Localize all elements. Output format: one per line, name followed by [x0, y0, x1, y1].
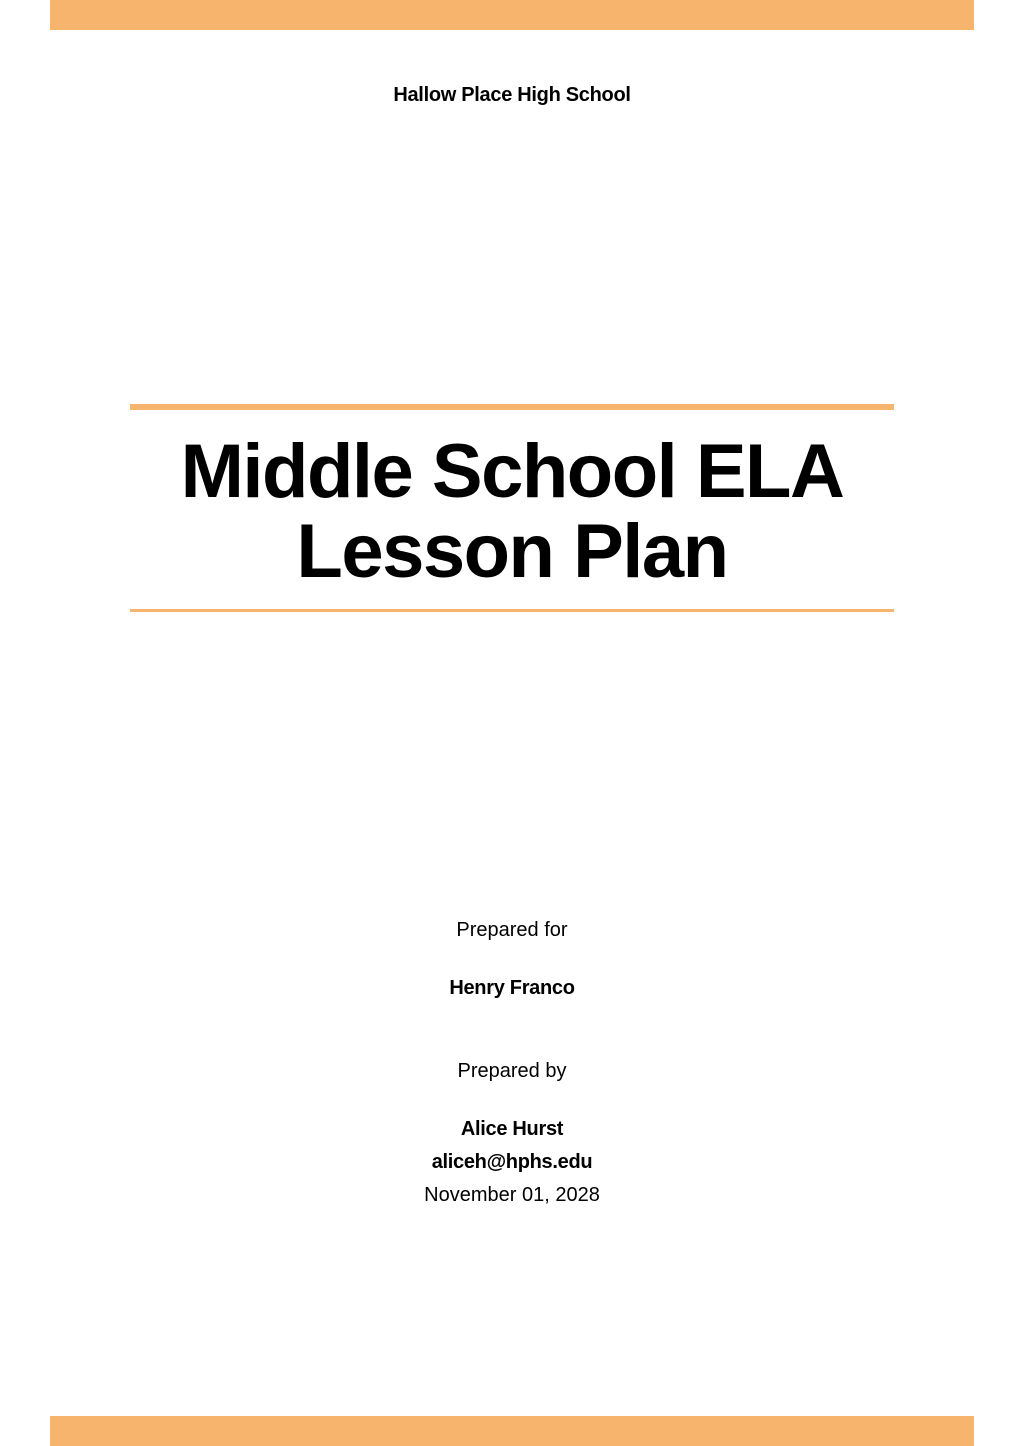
title-line-2: Lesson Plan	[296, 509, 728, 594]
prepared-by-email: aliceh@hphs.edu	[431, 1151, 593, 1173]
school-name: Hallow Place High School	[393, 84, 631, 106]
title-line-1: Middle School ELA	[180, 429, 844, 514]
document-title	[130, 429, 894, 594]
prepared-for-name: Henry Franco	[449, 977, 575, 999]
bottom-accent-band	[50, 1416, 974, 1446]
top-accent-band	[50, 0, 974, 30]
title-top-rule	[130, 404, 894, 410]
prepared-by-label: Prepared by	[457, 1060, 567, 1082]
prepared-date: November 01, 2028	[424, 1184, 600, 1206]
title-bottom-rule	[130, 609, 894, 612]
prepared-by-name: Alice Hurst	[460, 1118, 564, 1140]
prepared-for-label: Prepared for	[456, 919, 568, 941]
